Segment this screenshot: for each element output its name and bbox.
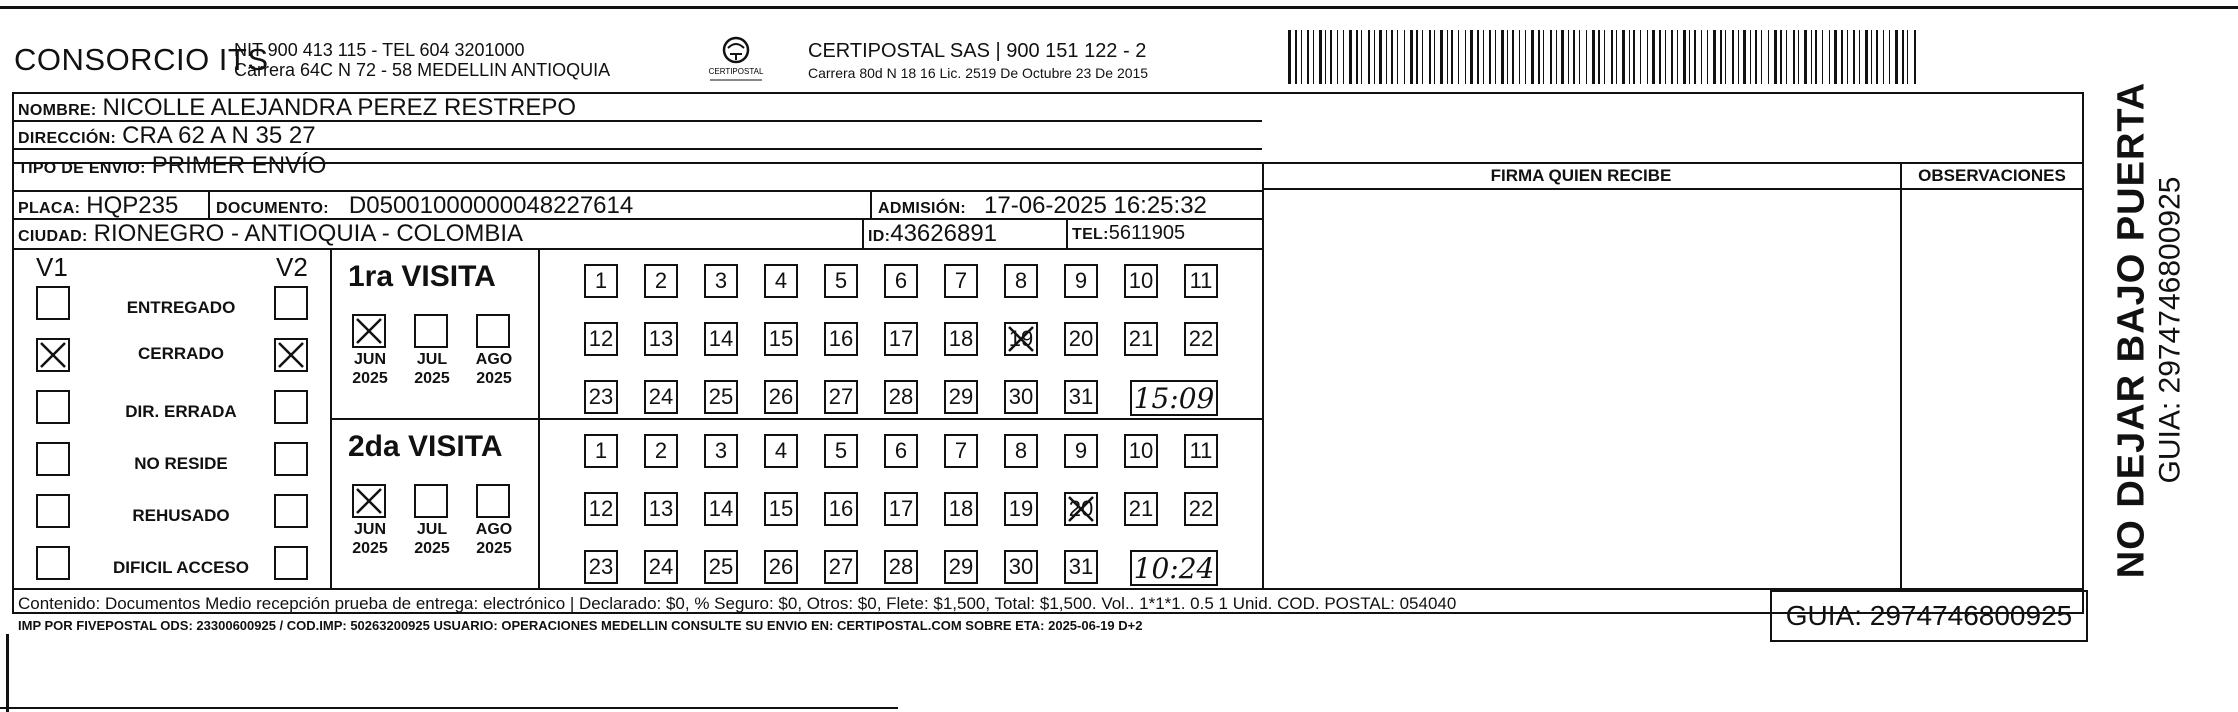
day-box[interactable] bbox=[944, 492, 978, 526]
day-number: 13 bbox=[648, 496, 674, 521]
day-box[interactable] bbox=[704, 380, 738, 414]
day-box[interactable] bbox=[944, 264, 978, 298]
month-checkbox[interactable] bbox=[352, 314, 386, 348]
status-label: DIFICIL ACCESO bbox=[112, 558, 249, 577]
day-number: 1 bbox=[594, 268, 608, 293]
tel-label: TEL: bbox=[1072, 226, 1109, 243]
day-box[interactable] bbox=[1004, 434, 1038, 468]
svg-text:CERTIPOSTAL: CERTIPOSTAL bbox=[708, 67, 764, 76]
day-number: 18 bbox=[948, 496, 974, 521]
month-label bbox=[464, 520, 524, 558]
day-number: 18 bbox=[948, 326, 974, 351]
visit-title: 2da VISITA bbox=[348, 430, 503, 463]
row-admision bbox=[878, 192, 1207, 220]
observaciones-header: OBSERVACIONES bbox=[1918, 166, 2066, 185]
id-value: 43626891 bbox=[890, 220, 998, 247]
day-number: 30 bbox=[1008, 384, 1034, 409]
month-label bbox=[464, 350, 524, 388]
v2-checkbox[interactable] bbox=[274, 390, 308, 424]
observations-area[interactable] bbox=[1902, 190, 2082, 586]
day-box[interactable] bbox=[644, 492, 678, 526]
side-notice bbox=[2094, 81, 2204, 579]
day-number: 11 bbox=[1189, 438, 1213, 463]
v1-checkbox[interactable] bbox=[36, 286, 70, 320]
day-number: 16 bbox=[828, 326, 854, 351]
tel-value: 5611905 bbox=[1108, 222, 1186, 244]
month-name: AGO bbox=[475, 521, 513, 538]
day-number: 3 bbox=[714, 438, 728, 463]
v2-checkbox[interactable] bbox=[274, 338, 308, 372]
left-edge-line bbox=[6, 634, 9, 712]
side-guia: GUIA: 2974746800925 bbox=[2153, 176, 2187, 484]
day-number: 8 bbox=[1014, 268, 1028, 293]
v2-label: V2 bbox=[276, 252, 308, 282]
day-number: 25 bbox=[708, 384, 734, 409]
day-box[interactable] bbox=[824, 322, 858, 356]
day-number: 4 bbox=[774, 438, 788, 463]
row-ciudad bbox=[18, 220, 523, 248]
day-number: 10 bbox=[1128, 438, 1154, 463]
day-box[interactable] bbox=[644, 380, 678, 414]
status-label: ENTREGADO bbox=[126, 298, 236, 317]
day-number: 27 bbox=[828, 384, 854, 409]
day-box[interactable] bbox=[884, 322, 918, 356]
month-label bbox=[402, 520, 462, 558]
day-box[interactable] bbox=[764, 434, 798, 468]
id-label: ID: bbox=[868, 228, 891, 245]
placa-value: HQP235 bbox=[86, 192, 179, 219]
day-number: 1 bbox=[594, 438, 608, 463]
day-box[interactable] bbox=[704, 322, 738, 356]
day-box[interactable] bbox=[1184, 492, 1218, 526]
day-number: 20 bbox=[1068, 326, 1094, 351]
day-box[interactable] bbox=[1064, 322, 1098, 356]
day-box[interactable] bbox=[584, 492, 618, 526]
v1-label: V1 bbox=[36, 252, 68, 282]
firma-header: FIRMA QUIEN RECIBE bbox=[1490, 166, 1672, 185]
day-box[interactable] bbox=[1064, 550, 1098, 584]
day-number: 11 bbox=[1189, 268, 1213, 293]
v1-checkbox[interactable] bbox=[36, 338, 70, 372]
day-number: 5 bbox=[834, 438, 848, 463]
day-box[interactable] bbox=[584, 380, 618, 414]
day-number: 26 bbox=[768, 554, 794, 579]
day-number: 19 bbox=[1008, 496, 1034, 521]
day-box[interactable] bbox=[644, 550, 678, 584]
month-year: 2025 bbox=[414, 370, 450, 387]
day-number: 9 bbox=[1074, 268, 1088, 293]
day-number: 21 bbox=[1128, 326, 1154, 351]
day-box[interactable] bbox=[1064, 380, 1098, 414]
day-number: 17 bbox=[888, 326, 914, 351]
day-number: 8 bbox=[1014, 438, 1028, 463]
day-box[interactable] bbox=[1004, 264, 1038, 298]
day-box[interactable] bbox=[1124, 492, 1158, 526]
day-box[interactable] bbox=[944, 550, 978, 584]
month-label bbox=[340, 520, 400, 558]
day-number: 14 bbox=[708, 326, 734, 351]
day-number: 2 bbox=[654, 438, 668, 463]
guia-box: GUIA: 2974746800925 bbox=[1770, 590, 2088, 642]
visit-title: 1ra VISITA bbox=[348, 260, 496, 293]
day-number: 31 bbox=[1068, 554, 1094, 579]
admision-value: 17-06-2025 16:25:32 bbox=[984, 192, 1207, 219]
day-number: 2 bbox=[654, 268, 668, 293]
carrier-name: CERTIPOSTAL SAS | 900 151 122 - 2 bbox=[808, 40, 1147, 62]
day-number: 27 bbox=[828, 554, 854, 579]
month-name: JUN bbox=[353, 351, 386, 368]
day-number: 17 bbox=[888, 496, 914, 521]
bottom-edge-line bbox=[0, 707, 898, 709]
day-box[interactable] bbox=[764, 322, 798, 356]
day-box[interactable] bbox=[944, 322, 978, 356]
day-number: 22 bbox=[1188, 496, 1214, 521]
month-year: 2025 bbox=[476, 540, 512, 557]
day-number: 24 bbox=[648, 384, 674, 409]
month-name: JUL bbox=[416, 521, 448, 538]
day-box[interactable] bbox=[884, 264, 918, 298]
day-number: 28 bbox=[888, 384, 914, 409]
footer-contenido: Contenido: Documentos Medio recepción prueba de entrega: electrónico | Declarado: $0, % Seguro: $0, Otros: $0, Flete: $1,500, Total: $1,500. Vol.. 1*1*1. 0.5 1 Unid. COD. POSTAL: 054040 bbox=[18, 594, 1457, 613]
day-mark bbox=[1006, 324, 1036, 360]
nombre-label: NOMBRE: bbox=[18, 102, 97, 119]
day-box[interactable] bbox=[1124, 264, 1158, 298]
status-label: NO RESIDE bbox=[134, 454, 228, 473]
day-box[interactable] bbox=[644, 264, 678, 298]
day-box[interactable] bbox=[1124, 322, 1158, 356]
day-number: 12 bbox=[588, 326, 614, 351]
month-year: 2025 bbox=[352, 540, 388, 557]
day-box[interactable] bbox=[1064, 434, 1098, 468]
day-box[interactable] bbox=[824, 264, 858, 298]
month-name: JUN bbox=[353, 521, 386, 538]
day-box[interactable] bbox=[1184, 322, 1218, 356]
tipo-value: PRIMER ENVÍO bbox=[151, 152, 327, 179]
day-box[interactable] bbox=[584, 550, 618, 584]
visit-time: 10:24 bbox=[1130, 550, 1218, 586]
status-label: DIR. ERRADA bbox=[125, 402, 237, 421]
day-box[interactable] bbox=[704, 492, 738, 526]
day-number: 6 bbox=[894, 438, 908, 463]
v1-checkbox[interactable] bbox=[36, 546, 70, 580]
day-number: 14 bbox=[708, 496, 734, 521]
month-checkbox[interactable] bbox=[476, 314, 510, 348]
row-tipo bbox=[18, 152, 326, 180]
day-number: 15 bbox=[768, 326, 794, 351]
month-checkbox[interactable] bbox=[414, 484, 448, 518]
day-number: 31 bbox=[1068, 384, 1094, 409]
day-number: 29 bbox=[948, 384, 974, 409]
day-box[interactable] bbox=[824, 434, 858, 468]
day-box[interactable] bbox=[584, 322, 618, 356]
day-box[interactable] bbox=[824, 550, 858, 584]
day-box[interactable] bbox=[644, 322, 678, 356]
row-documento bbox=[216, 192, 633, 220]
day-number: 20 bbox=[1068, 496, 1094, 521]
company-address: Carrera 64C N 72 - 58 MEDELLIN ANTIOQUIA bbox=[234, 60, 611, 80]
ciudad-value: RIONEGRO - ANTIOQUIA - COLOMBIA bbox=[93, 220, 524, 247]
day-box[interactable] bbox=[704, 434, 738, 468]
side-line1: NO DEJAR BAJO PUERTA bbox=[2110, 81, 2153, 579]
day-number: 7 bbox=[954, 268, 968, 293]
status-label: CERRADO bbox=[138, 344, 224, 363]
day-number: 19 bbox=[1008, 326, 1034, 351]
day-number: 23 bbox=[588, 554, 614, 579]
day-number: 21 bbox=[1128, 496, 1154, 521]
certipostal-logo bbox=[700, 34, 772, 86]
direccion-value: CRA 62 A N 35 27 bbox=[122, 122, 316, 149]
day-box[interactable] bbox=[704, 550, 738, 584]
day-box[interactable] bbox=[824, 380, 858, 414]
month-year: 2025 bbox=[476, 370, 512, 387]
day-number: 28 bbox=[888, 554, 914, 579]
v1-checkbox[interactable] bbox=[36, 494, 70, 528]
day-number: 4 bbox=[774, 268, 788, 293]
row-nombre bbox=[18, 94, 576, 122]
day-number: 12 bbox=[588, 496, 614, 521]
day-box[interactable] bbox=[1124, 434, 1158, 468]
day-box[interactable] bbox=[944, 380, 978, 414]
month-label bbox=[340, 350, 400, 388]
tipo-label: TIPO DE ENVIO: bbox=[18, 160, 146, 177]
v2-checkbox[interactable] bbox=[274, 286, 308, 320]
day-number: 29 bbox=[948, 554, 974, 579]
placa-label: PLACA: bbox=[18, 200, 81, 217]
day-box[interactable] bbox=[764, 380, 798, 414]
day-box[interactable] bbox=[884, 550, 918, 584]
row-tel bbox=[1072, 222, 1185, 245]
row-id bbox=[868, 220, 997, 248]
company-info bbox=[234, 40, 610, 80]
v2-checkbox[interactable] bbox=[274, 546, 308, 580]
day-number: 24 bbox=[648, 554, 674, 579]
footer-imp: IMP POR FIVEPOSTAL ODS: 23300600925 / COD.IMP: 50263200925 USUARIO: OPERACIONES MEDELLIN CONSULTE SU ENVIO EN: CERTIPOSTAL.COM SOBRE ETA: 2025-06-19 D+2 bbox=[18, 618, 1143, 633]
v1-checkbox[interactable] bbox=[36, 390, 70, 424]
v1-checkbox[interactable] bbox=[36, 442, 70, 476]
day-box[interactable] bbox=[584, 264, 618, 298]
month-name: AGO bbox=[475, 351, 513, 368]
day-box[interactable] bbox=[884, 380, 918, 414]
day-box[interactable] bbox=[1004, 550, 1038, 584]
month-year: 2025 bbox=[352, 370, 388, 387]
carrier-info bbox=[808, 40, 1148, 81]
carrier-address: Carrera 80d N 18 16 Lic. 2519 De Octubre 23 De 2015 bbox=[808, 65, 1149, 81]
day-box[interactable] bbox=[944, 434, 978, 468]
day-box[interactable] bbox=[884, 492, 918, 526]
day-number: 15 bbox=[768, 496, 794, 521]
documento-label: DOCUMENTO: bbox=[216, 200, 329, 217]
day-number: 25 bbox=[708, 554, 734, 579]
direccion-label: DIRECCIÓN: bbox=[18, 130, 117, 147]
day-number: 23 bbox=[588, 384, 614, 409]
status-label: REHUSADO bbox=[132, 506, 230, 525]
day-number: 6 bbox=[894, 268, 908, 293]
day-number: 7 bbox=[954, 438, 968, 463]
day-box[interactable] bbox=[1004, 492, 1038, 526]
day-number: 5 bbox=[834, 268, 848, 293]
day-number: 16 bbox=[828, 496, 854, 521]
row-direccion bbox=[18, 122, 316, 150]
day-box[interactable] bbox=[764, 492, 798, 526]
nombre-value: NICOLLE ALEJANDRA PEREZ RESTREPO bbox=[102, 94, 577, 121]
day-box[interactable] bbox=[824, 492, 858, 526]
day-box[interactable] bbox=[1004, 380, 1038, 414]
day-mark bbox=[1066, 494, 1096, 530]
visit-time: 15:09 bbox=[1130, 380, 1218, 416]
admision-label: ADMISIÓN: bbox=[878, 200, 967, 217]
signature-area[interactable] bbox=[1264, 190, 1898, 586]
month-name: JUL bbox=[416, 351, 448, 368]
day-number: 30 bbox=[1008, 554, 1034, 579]
month-year: 2025 bbox=[414, 540, 450, 557]
day-number: 3 bbox=[714, 268, 728, 293]
day-box[interactable] bbox=[704, 264, 738, 298]
day-number: 10 bbox=[1128, 268, 1154, 293]
day-box[interactable] bbox=[884, 434, 918, 468]
day-box[interactable] bbox=[1184, 434, 1218, 468]
day-box[interactable] bbox=[1064, 492, 1098, 526]
month-label bbox=[402, 350, 462, 388]
month-checkbox[interactable] bbox=[476, 484, 510, 518]
month-checkbox[interactable] bbox=[414, 314, 448, 348]
barcode bbox=[1288, 30, 1922, 84]
day-number: 13 bbox=[648, 326, 674, 351]
day-box[interactable] bbox=[764, 550, 798, 584]
day-box[interactable] bbox=[644, 434, 678, 468]
day-number: 22 bbox=[1188, 326, 1214, 351]
day-box[interactable] bbox=[764, 264, 798, 298]
day-number: 26 bbox=[768, 384, 794, 409]
v2-checkbox[interactable] bbox=[274, 494, 308, 528]
day-box[interactable] bbox=[1064, 264, 1098, 298]
day-box[interactable] bbox=[1004, 322, 1038, 356]
documento-value: D05001000000048227614 bbox=[348, 192, 634, 219]
v2-checkbox[interactable] bbox=[274, 442, 308, 476]
ciudad-label: CIUDAD: bbox=[18, 228, 88, 245]
month-checkbox[interactable] bbox=[352, 484, 386, 518]
day-box[interactable] bbox=[1184, 264, 1218, 298]
day-box[interactable] bbox=[584, 434, 618, 468]
company-nit: NIT 900 413 115 - TEL 604 3201000 bbox=[234, 40, 525, 60]
day-number: 9 bbox=[1074, 438, 1088, 463]
row-placa bbox=[18, 192, 178, 220]
top-border bbox=[0, 6, 2238, 9]
company-name: CONSORCIO ITS bbox=[14, 42, 269, 77]
